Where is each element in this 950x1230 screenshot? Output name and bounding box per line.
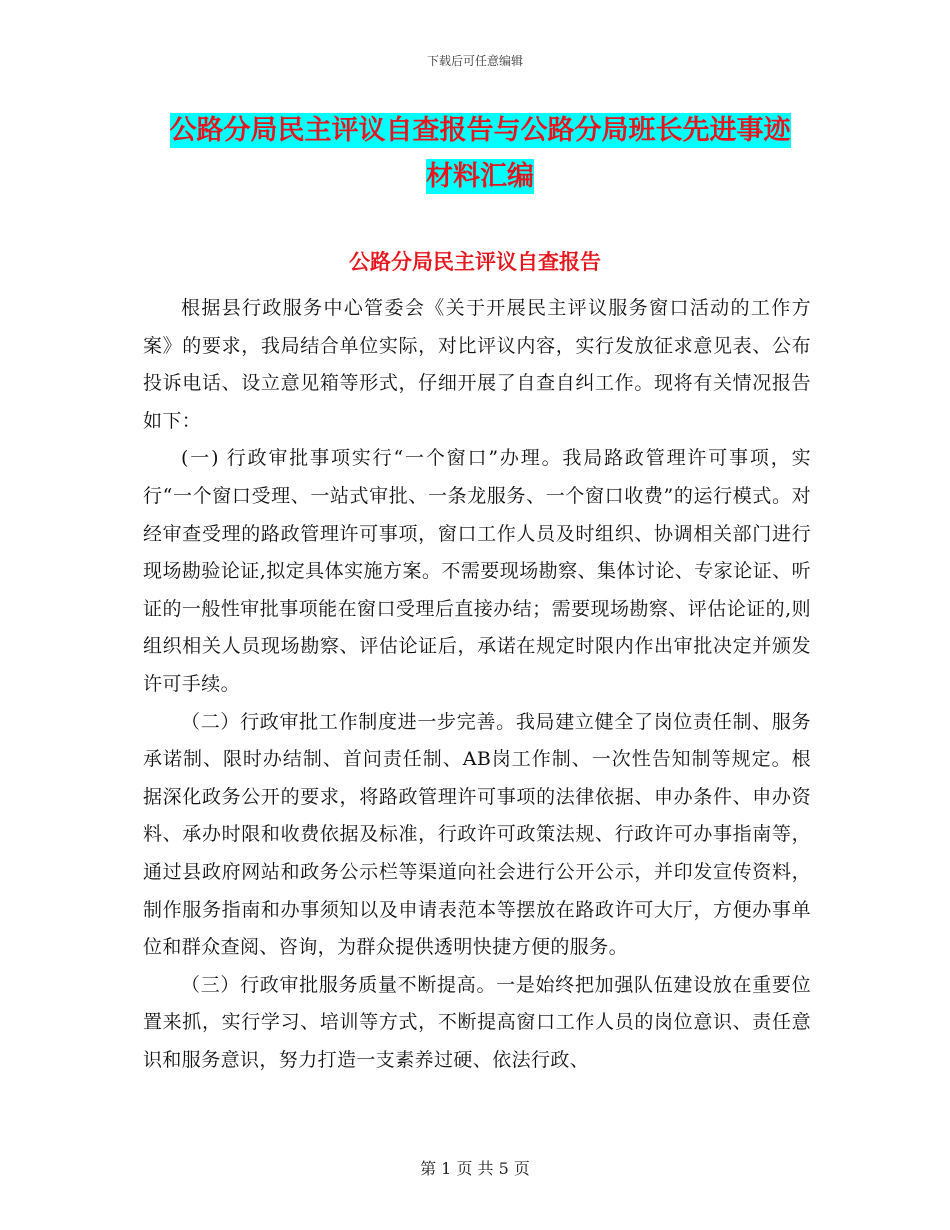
document-title [140, 108, 820, 200]
document-body [143, 290, 811, 1079]
body-paragraph-intro: 根据县行政服务中心管委会《关于开展民主评议服务窗口活动的工作方案》的要求，我局结合单位实际，对比评议内容，实行发放征求意见表、公布投诉电话、设立意见箱等形式，仔细开展了自查自纠工作。现将有关情况报告如下： [143, 297, 811, 432]
page-header-note: 下载后可任意编辑 [426, 54, 523, 68]
body-paragraph-2: （二）行政审批工作制度进一步完善。我局建立健全了岗位责任制、服务承诺制、限时办结制、首问责任制、AB岗工作制、一次性告知制等规定。根据深化政务公开的要求，将路政管理许可事项的法律依据、申办条件、申办资料、承办时限和收费依据及标准，行政许可政策法规、行政许可办事指南等，通过县政府网站和政务公示栏等渠道向社会进行公开公示，并印发宣传资料，制作服务指南和办事须知以及申请表范本等摆放在路政许可大厅，方便办事单位和群众查阅、咨询，为群众提供透明快捷方便的服务。 [143, 710, 811, 959]
page-number: 第 1 页 共 5 页 [420, 1159, 530, 1178]
document-title-line-1: 公路分局民主评议自查报告与公路分局班长先进事迹 [169, 115, 791, 146]
document-title-line-2: 材料汇编 [426, 161, 534, 192]
body-paragraph-1: (一) 行政审批事项实行“一个窗口”办理。我局路政管理许可事项，实行“一个窗口受理、一站式审批、一条龙服务、一个窗口收费”的运行模式。对经审查受理的路政管理许可事项，窗口工作人员及时组织、协调相关部门进行现场勘验论证,拟定具体实施方案。不需要现场勘察、集体讨论、专家论证、听证的一般性审批事项能在窗口受理后直接办结；需要现场勘察、评估论证的,则组织相关人员现场勘察、评估论证后，承诺在规定时限内作出审批决定并颁发许可手续。 [143, 447, 811, 695]
section-title: 公路分局民主评议自查报告 [349, 250, 601, 274]
body-paragraph-3: （三）行政审批服务质量不断提高。一是始终把加强队伍建设放在重要位置来抓，实行学习、培训等方式，不断提高窗口工作人员的岗位意识、责任意识和服务意识，努力打造一支素养过硬、依法行政、 [143, 973, 811, 1071]
